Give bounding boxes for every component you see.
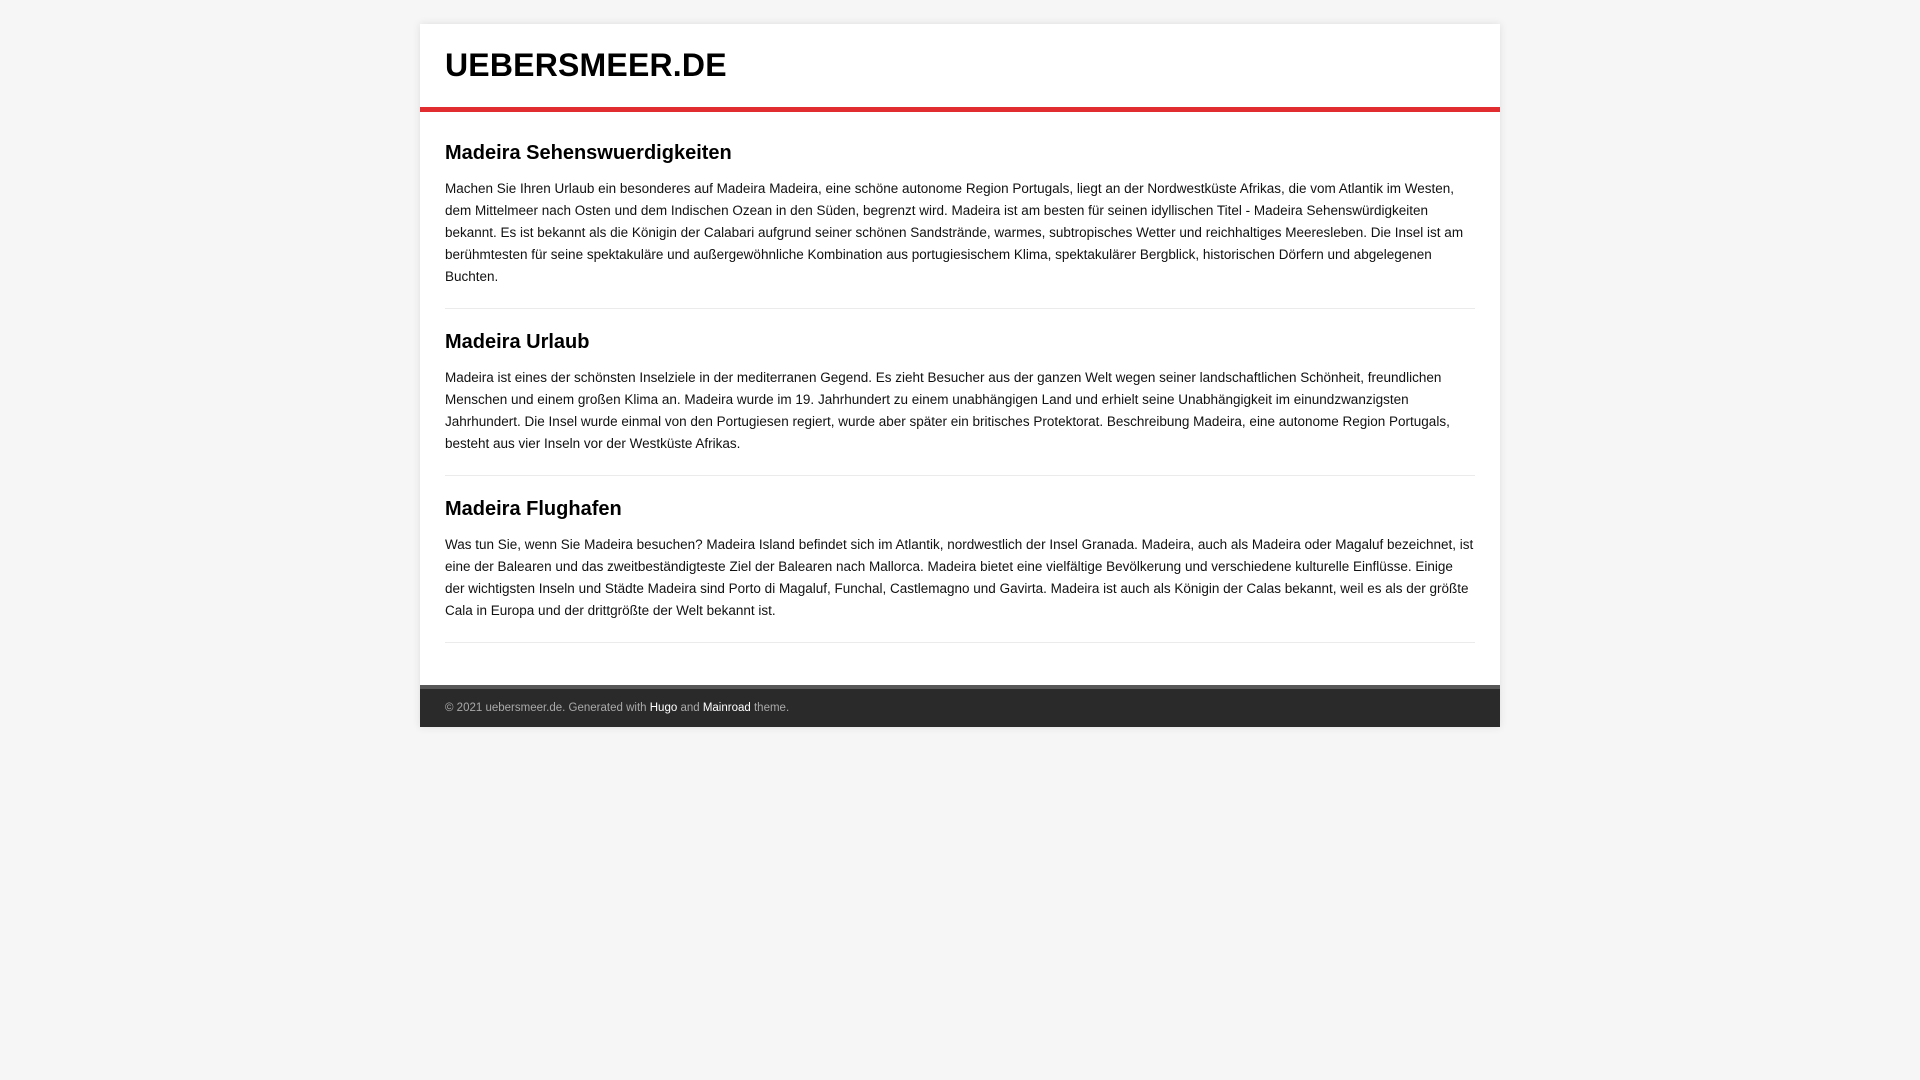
mainroad-link[interactable]: Mainroad: [702, 702, 751, 714]
post-item: [445, 329, 1475, 476]
footer-copyright: © 2021 uebersmeer.de. Generated with: [445, 702, 650, 714]
footer-theme-text: theme.: [750, 702, 790, 714]
hugo-link[interactable]: Hugo: [649, 702, 678, 714]
page-container: [420, 24, 1500, 727]
post-title-link[interactable]: Madeira Sehenswuerdigkeiten: [445, 142, 732, 164]
post-title-link[interactable]: Madeira Flughafen: [445, 498, 622, 520]
footer-and-text: and: [677, 702, 703, 714]
site-title-link[interactable]: UEBERSMEER.DE: [445, 47, 727, 83]
site-footer: [420, 685, 1500, 727]
main-content: [420, 112, 1500, 685]
post-item: [445, 140, 1475, 309]
site-header: [420, 24, 1500, 112]
post-summary: Was tun Sie, wenn Sie Madeira besuchen? Madeira Island befindet sich im Atlantik, nordwestlich der Insel Granada. Madeira, auch als Madeira oder Magaluf bezeichnet, ist eine der Balearen und das zweitbeständigteste Ziel der Balearen nach Mallorca. Madeira bietet eine vielfältige Bevölkerung und verschiedene kulturelle Einflüsse. Einige der wichtigsten Inseln und Städte Madeira sind Porto di Magaluf, Funchal, Castlemagno und Gavirta. Madeira ist auch als Königin der Calas bekannt, weil es als der größte Cala in Europa und der drittgrößte der Welt bekannt ist.: [445, 537, 1474, 618]
post-item: [445, 496, 1475, 643]
post-summary: Madeira ist eines der schönsten Inselziele in der mediterranen Gegend. Es zieht Besucher aus der ganzen Welt wegen seiner landschaftlichen Schönheit, freundlichen Menschen und einem großen Klima an. Madeira wurde im 19. Jahrhundert zu einem unabhängigen Land und erhielt seine Unabhängigkeit im einundzwanzigsten Jahrhundert. Die Insel wurde einmal von den Portugiesen regiert, wurde aber später ein britisches Protektorat. Beschreibung Madeira, eine autonome Region Portugals, besteht aus vier Inseln vor der Westküste Afrikas.: [445, 370, 1450, 451]
post-title-link[interactable]: Madeira Urlaub: [445, 331, 590, 353]
post-summary: Machen Sie Ihren Urlaub ein besonderes auf Madeira Madeira, eine schöne autonome Region Portugals, liegt an der Nordwestküste Afrikas, die vom Atlantik im Westen, dem Mittelmeer nach Osten und dem Indischen Ozean in den Süden, begrenzt wird. Madeira ist am besten für seinen idyllischen Titel - Madeira Sehenswürdigkeiten bekannt. Es ist bekannt als die Königin der Calabari aufgrund seiner schönen Sandstrände, warmes, subtropisches Wetter und reichhaltiges Meeresleben. Die Insel ist am berühmtesten für seine spektakuläre und außergewöhnliche Kombination aus portugiesischem Klima, spektakulärer Bergblick, historischen Dörfern und abgelegenen Buchten.: [445, 181, 1464, 284]
